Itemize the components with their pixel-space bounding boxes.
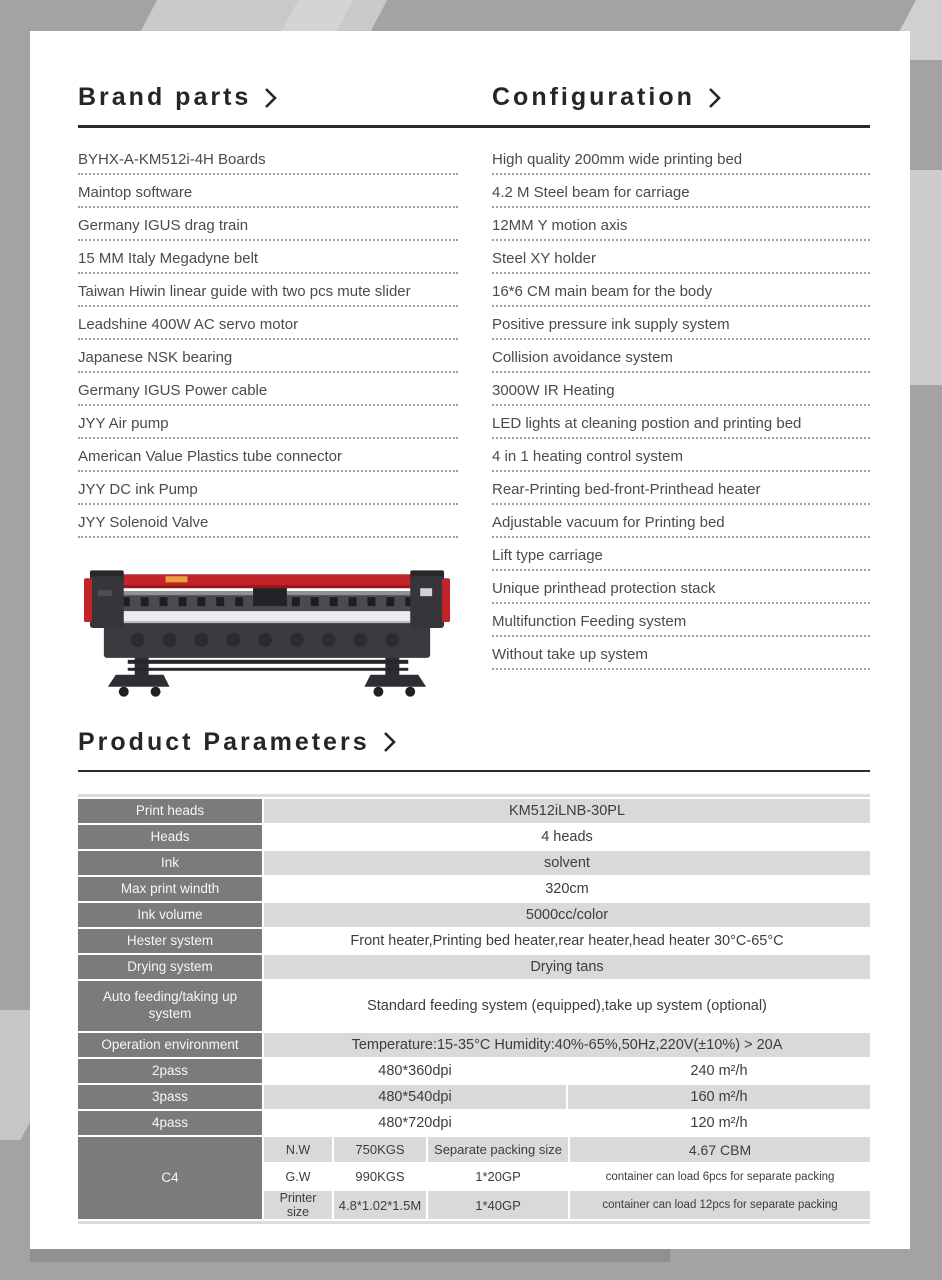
- packing-cell: G.W: [264, 1164, 332, 1189]
- list-item: Lift type carriage: [492, 538, 870, 571]
- brand-parts-list: [78, 142, 458, 700]
- brand-parts-heading: [78, 83, 492, 112]
- row-label-cell: Auto feeding/taking up system: [78, 981, 262, 1031]
- list-item: Germany IGUS drag train: [78, 208, 458, 241]
- table-top-border: [78, 794, 870, 797]
- chevron-right-icon: [264, 87, 278, 109]
- table-row: [78, 877, 870, 901]
- resolution-cell: 480*720dpi: [264, 1111, 566, 1135]
- table-row: [78, 981, 870, 1031]
- list-item: JYY Air pump: [78, 406, 458, 439]
- packing-cell: 4.67 CBM: [570, 1137, 870, 1162]
- list-item: Without take up system: [492, 637, 870, 670]
- product-parameters-heading: [78, 728, 870, 757]
- list-item: Multifunction Feeding system: [492, 604, 870, 637]
- packing-row: [264, 1164, 870, 1189]
- row-value-cell: solvent: [264, 851, 870, 875]
- table-bottom-border: [78, 1221, 870, 1224]
- row-value-cell: KM512iLNB-30PL: [264, 799, 870, 823]
- packing-cell: Printer size: [264, 1191, 332, 1219]
- list-item: 4.2 M Steel beam for carriage: [492, 175, 870, 208]
- packing-cell: 990KGS: [334, 1164, 426, 1189]
- row-label-cell: 3pass: [78, 1085, 262, 1109]
- row-value-cell: Temperature:15-35°C Humidity:40%-65%,50Hz,220V(±10%) > 20A: [264, 1033, 870, 1057]
- packing-cell: 1*40GP: [428, 1191, 568, 1219]
- list-item: BYHX-A-KM512i-4H Boards: [78, 142, 458, 175]
- row-label-cell: C4: [78, 1137, 262, 1219]
- configuration-heading: [492, 83, 870, 112]
- list-item: Adjustable vacuum for Printing bed: [492, 505, 870, 538]
- packing-cell: 1*20GP: [428, 1164, 568, 1189]
- list-item: Collision avoidance system: [492, 340, 870, 373]
- row-value-cell: Front heater,Printing bed heater,rear heater,head heater 30°C-65°C: [264, 929, 870, 953]
- content-card: [30, 31, 910, 1249]
- configuration-title: Configuration: [492, 83, 695, 111]
- list-item: 12MM Y motion axis: [492, 208, 870, 241]
- packing-cell: 4.8*1.02*1.5M: [334, 1191, 426, 1219]
- row-value-cell: Standard feeding system (equipped),take up system (optional): [264, 981, 870, 1031]
- list-item: 15 MM Italy Megadyne belt: [78, 241, 458, 274]
- row-label-cell: Ink: [78, 851, 262, 875]
- list-item: Japanese NSK bearing: [78, 340, 458, 373]
- packing-cell: 750KGS: [334, 1137, 426, 1162]
- table-row: [78, 1033, 870, 1057]
- table-row: [78, 955, 870, 979]
- table-row: [78, 799, 870, 823]
- list-item: JYY DC ink Pump: [78, 472, 458, 505]
- card-shadow: [30, 1249, 670, 1262]
- list-item: Leadshine 400W AC servo motor: [78, 307, 458, 340]
- row-value-cell: 4 heads: [264, 825, 870, 849]
- row-label-cell: Heads: [78, 825, 262, 849]
- table-row: [78, 1059, 870, 1083]
- list-item: Unique printhead protection stack: [492, 571, 870, 604]
- row-label-cell: Hester system: [78, 929, 262, 953]
- packing-cell: N.W: [264, 1137, 332, 1162]
- configuration-list: [492, 142, 870, 700]
- packing-row: [264, 1137, 870, 1162]
- parameters-table: [78, 794, 870, 1224]
- packing-row-group: [78, 1137, 870, 1219]
- product-parameters-title: Product Parameters: [78, 727, 370, 756]
- packing-row: [264, 1191, 870, 1219]
- product-parameters-underline: [78, 770, 870, 773]
- headings-underline: [78, 125, 870, 128]
- row-label-cell: Operation environment: [78, 1033, 262, 1057]
- brand-parts-title: Brand parts: [78, 83, 252, 111]
- row-label-cell: Print heads: [78, 799, 262, 823]
- list-item: JYY Solenoid Valve: [78, 505, 458, 538]
- list-item: 3000W IR Heating: [492, 373, 870, 406]
- list-item: Taiwan Hiwin linear guide with two pcs mute slider: [78, 274, 458, 307]
- chevron-right-icon: [708, 87, 722, 109]
- list-item: Positive pressure ink supply system: [492, 307, 870, 340]
- table-row: [78, 1111, 870, 1135]
- list-item: Germany IGUS Power cable: [78, 373, 458, 406]
- list-item: Rear-Printing bed-front-Printhead heater: [492, 472, 870, 505]
- list-item: Steel XY holder: [492, 241, 870, 274]
- row-label-cell: Ink volume: [78, 903, 262, 927]
- speed-cell: 120 m²/h: [568, 1111, 870, 1135]
- list-item: 16*6 CM main beam for the body: [492, 274, 870, 307]
- list-item: American Value Plastics tube connector: [78, 439, 458, 472]
- row-label-cell: Max print windth: [78, 877, 262, 901]
- table-row: [78, 1085, 870, 1109]
- speed-cell: 160 m²/h: [568, 1085, 870, 1109]
- list-item: 4 in 1 heating control system: [492, 439, 870, 472]
- section-headings: [78, 83, 870, 112]
- chevron-right-icon: [383, 731, 397, 753]
- row-value-cell: 5000cc/color: [264, 903, 870, 927]
- packing-cell: container can load 12pcs for separate packing: [570, 1191, 870, 1219]
- packing-cell: container can load 6pcs for separate packing: [570, 1164, 870, 1189]
- packing-cell: Separate packing size: [428, 1137, 568, 1162]
- printer-image: [78, 564, 456, 700]
- speed-cell: 240 m²/h: [568, 1059, 870, 1083]
- resolution-cell: 480*540dpi: [264, 1085, 566, 1109]
- table-row: [78, 825, 870, 849]
- table-row: [78, 903, 870, 927]
- list-item: LED lights at cleaning postion and printing bed: [492, 406, 870, 439]
- list-item: High quality 200mm wide printing bed: [492, 142, 870, 175]
- table-row: [78, 851, 870, 875]
- list-item: Maintop software: [78, 175, 458, 208]
- row-value-cell: 320cm: [264, 877, 870, 901]
- row-label-cell: 4pass: [78, 1111, 262, 1135]
- resolution-cell: 480*360dpi: [264, 1059, 566, 1083]
- row-label-cell: 2pass: [78, 1059, 262, 1083]
- table-row: [78, 929, 870, 953]
- row-label-cell: Drying system: [78, 955, 262, 979]
- row-value-cell: Drying tans: [264, 955, 870, 979]
